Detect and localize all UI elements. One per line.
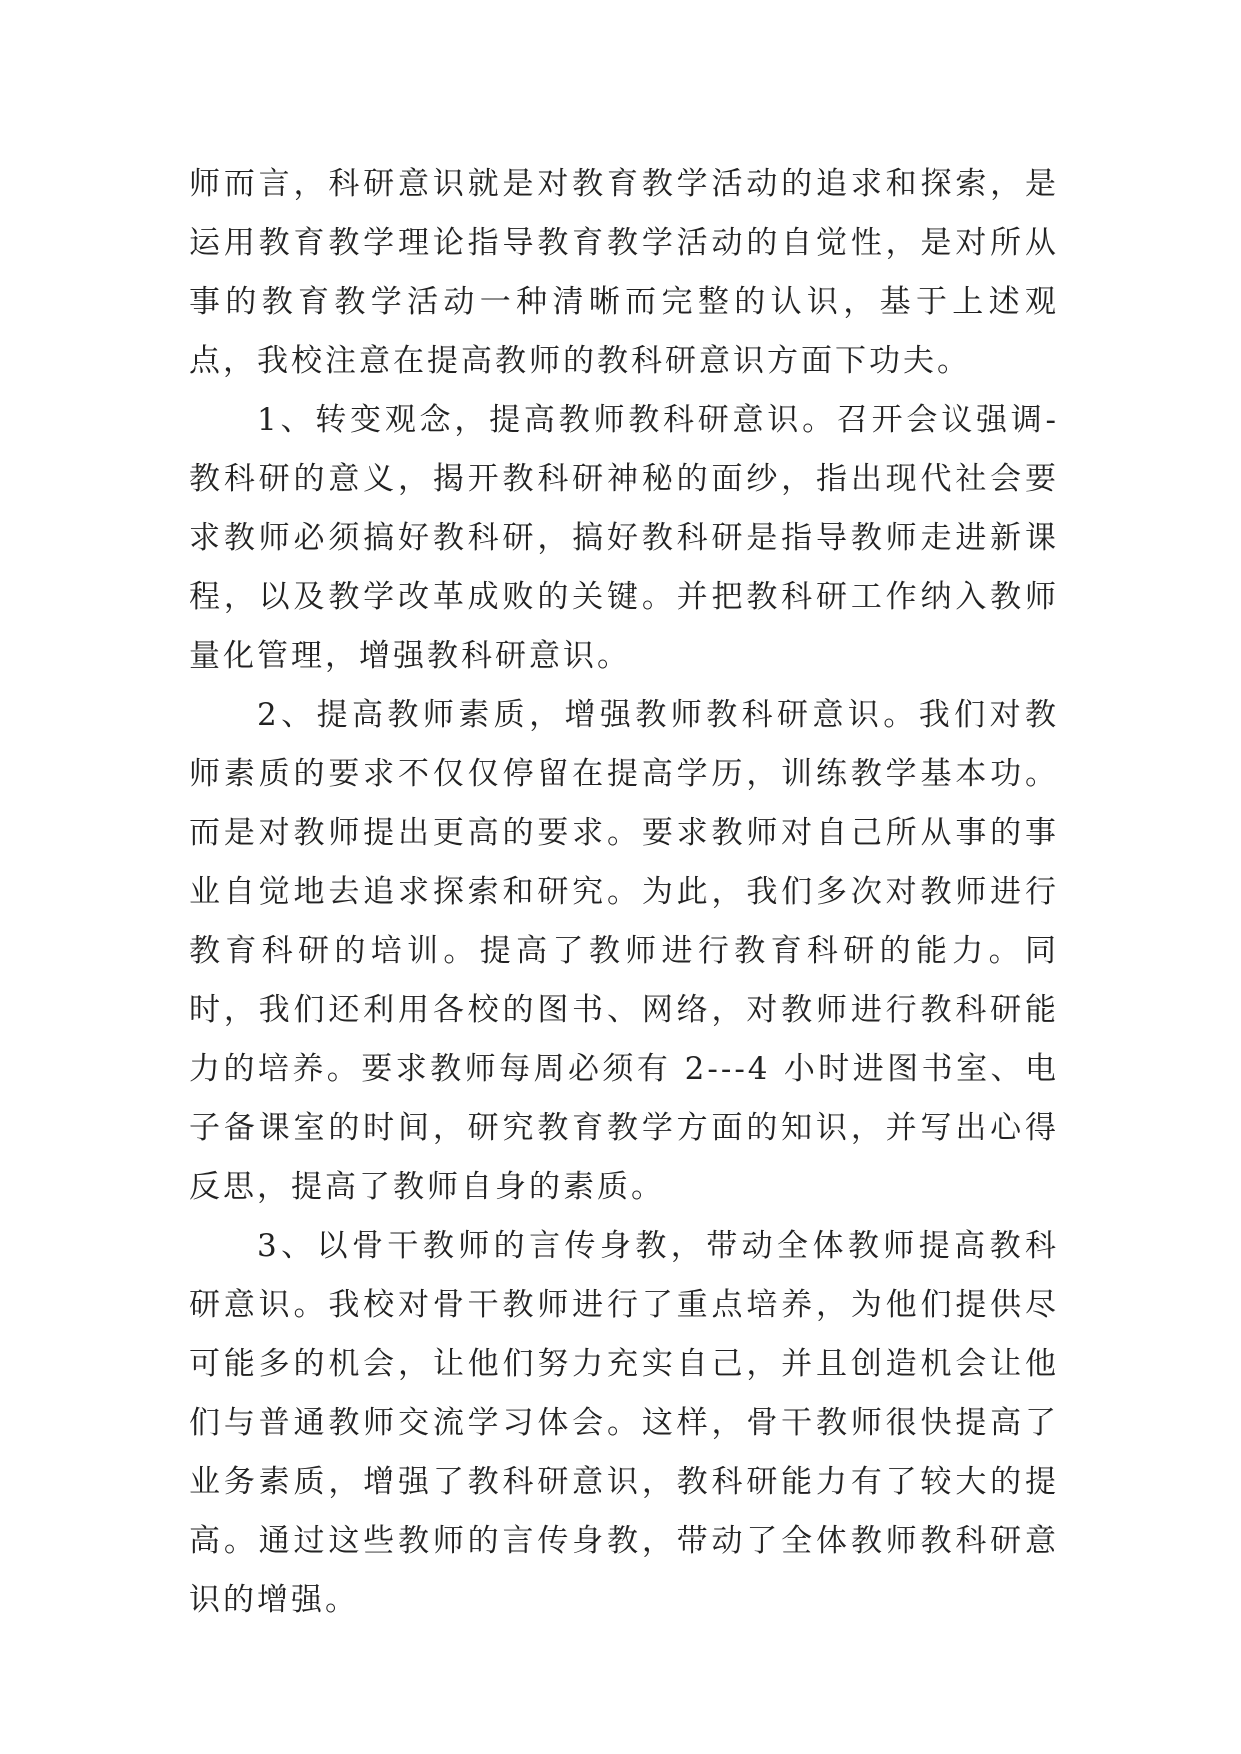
document-body bbox=[189, 155, 1059, 1630]
paragraph-point-1: 1、转变观念，提高教师教科研意识。召开会议强调-教科研的意义，揭开教科研神秘的面纱，指出现代社会要求教师必须搞好教科研，搞好教科研是指导教师走进新课程，以及教学改革成败的关键。并把教科研工作纳入教师量化管理，增强教科研意识。 bbox=[189, 402, 1059, 674]
paragraph-point-3: 3、以骨干教师的言传身教，带动全体教师提高教科研意识。我校对骨干教师进行了重点培养，为他们提供尽可能多的机会，让他们努力充实自己，并且创造机会让他们与普通教师交流学习体会。这样，骨干教师很快提高了业务素质，增强了教科研意识，教科研能力有了较大的提高。通过这些教师的言传身教，带动了全体教师教科研意识的增强。 bbox=[189, 1228, 1059, 1618]
paragraph-point-2: 2、提高教师素质，增强教师教科研意识。我们对教师素质的要求不仅仅停留在提高学历，训练教学基本功。而是对教师提出更高的要求。要求教师对自己所从事的事业自觉地去追求探索和研究。为此，我们多次对教师进行教育科研的培训。提高了教师进行教育科研的能力。同时，我们还利用各校的图书、网络，对教师进行教科研能力的培养。要求教师每周必须有 2---4 小时进图书室、电子备课室的时间，研究教育教学方面的知识，并写出心得反思，提高了教师自身的素质。 bbox=[189, 697, 1059, 1205]
paragraph-intro: 师而言，科研意识就是对教育教学活动的追求和探索，是运用教育教学理论指导教育教学活动的自觉性，是对所从事的教育教学活动一种清晰而完整的认识，基于上述观点，我校注意在提高教师的教科研意识方面下功夫。 bbox=[189, 166, 1059, 379]
